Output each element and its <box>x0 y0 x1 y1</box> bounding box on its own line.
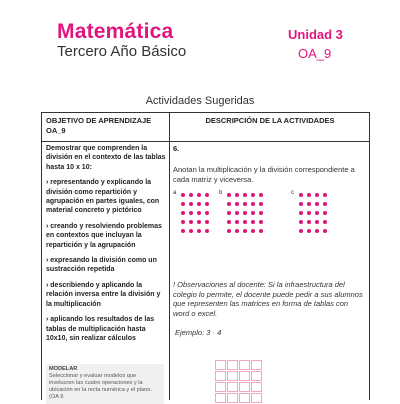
matrix-label: b <box>219 190 223 196</box>
matrix-dot <box>181 202 185 206</box>
matrix-dot <box>243 229 247 233</box>
matrix-dot <box>307 202 311 206</box>
dot-matrices <box>173 190 367 268</box>
matrix-dot <box>227 193 231 197</box>
matrix-dot <box>243 193 247 197</box>
matrix-dot <box>251 202 255 206</box>
grid-cell <box>239 382 250 392</box>
objective-item: › representando y explicando la división como repartición y agrupación en partes iguales, con material concreto y pictórico <box>46 179 160 215</box>
matrix-dot <box>299 193 303 197</box>
matrix-dot <box>323 220 327 224</box>
matrix-dot <box>251 211 255 215</box>
matrix-dot <box>197 211 201 215</box>
grid-cell <box>239 371 250 381</box>
matrix-dot <box>181 193 185 197</box>
matrix-dot <box>235 202 239 206</box>
column-divider <box>169 113 170 400</box>
matrix-dot <box>235 220 239 224</box>
matrix-dot <box>243 211 247 215</box>
matrix-dot <box>243 202 247 206</box>
matrix-dot <box>205 220 209 224</box>
matrix-dot <box>235 229 239 233</box>
matrix-dot <box>189 229 193 233</box>
matrix-dot <box>189 220 193 224</box>
matrix-dot <box>235 193 239 197</box>
grid-cell <box>215 371 226 381</box>
matrix-dot <box>181 220 185 224</box>
matrix-dot <box>205 229 209 233</box>
matrix-dot <box>235 211 239 215</box>
teacher-observation: ! Observaciones al docente: Si la infraestructura del colegio lo permite, el docente puede pedir a sus alumnos que representen las matrices en forma de tablas con word o excel. <box>173 280 363 318</box>
grid-cell <box>251 382 262 392</box>
matrix-dot <box>323 229 327 233</box>
matrix-dot <box>307 229 311 233</box>
grid-cell <box>251 360 262 370</box>
page-title: Matemática <box>57 20 174 43</box>
matrix-dot <box>205 211 209 215</box>
matrix-dot <box>307 193 311 197</box>
matrix-dot <box>251 193 255 197</box>
column-header-description: DESCRIPCIÓN DE LA ACTIVIDADES <box>205 116 335 125</box>
matrix-dot <box>259 211 263 215</box>
objective-item: › creando y resolviendo problemas en contextos que incluyan la repartición y la agrupación <box>46 222 162 249</box>
matrix-dot <box>227 229 231 233</box>
activities-table <box>41 112 370 400</box>
matrix-dot <box>299 202 303 206</box>
matrix-dot <box>315 202 319 206</box>
modelar-text: Seleccionar y evaluar modelos que involucren las cuatro operaciones y la ubicación en la recta numérica y el plano. (OA 9 <box>49 373 152 400</box>
matrix-dot <box>323 193 327 197</box>
matrix-dot <box>299 220 303 224</box>
matrix-dot <box>197 220 201 224</box>
matrix-dot <box>307 211 311 215</box>
matrix-dot <box>259 202 263 206</box>
grid-cell <box>227 393 238 403</box>
grid-cell <box>215 393 226 403</box>
matrix-label: c <box>291 190 294 196</box>
matrix-dot <box>227 211 231 215</box>
matrix-dot <box>205 193 209 197</box>
objective-intro: Demostrar que comprenden la división en el contexto de las tablas hasta 10 x 10: <box>46 145 166 171</box>
matrix-dot <box>323 202 327 206</box>
matrix-dot <box>181 211 185 215</box>
grid-cell <box>239 360 250 370</box>
header-divider <box>42 141 369 142</box>
matrix-dot <box>251 220 255 224</box>
grid-cell <box>215 360 226 370</box>
matrix-dot <box>315 193 319 197</box>
section-title: Actividades Sugeridas <box>145 95 255 107</box>
activity-number: 6. <box>173 144 180 153</box>
objective-code: OA_9 <box>298 46 332 61</box>
grid-cell <box>227 360 238 370</box>
modelar-box <box>46 364 164 404</box>
matrix-dot <box>243 220 247 224</box>
example-label: Ejemplo: 3 · 4 <box>175 328 222 337</box>
matrix-dot <box>227 220 231 224</box>
matrix-dot <box>315 229 319 233</box>
matrix-dot <box>197 202 201 206</box>
matrix-dot <box>259 220 263 224</box>
grid-cell <box>239 393 250 403</box>
activity-description <box>173 144 367 337</box>
matrix-dot <box>205 202 209 206</box>
matrix-dot <box>189 193 193 197</box>
matrix-dot <box>259 193 263 197</box>
objective-item: › aplicando los resultados de las tablas de multiplicación hasta 10x10, sin realizar cálculos <box>46 316 155 342</box>
matrix-label: a <box>173 190 177 196</box>
objective-item: › expresando la división como un sustracción repetida <box>46 257 157 274</box>
matrix-dot <box>197 229 201 233</box>
objectives-list <box>46 144 167 349</box>
matrix-dot <box>197 193 201 197</box>
matrix-dot <box>315 220 319 224</box>
grid-cell <box>251 393 262 403</box>
matrix-dot <box>189 211 193 215</box>
grid-cell <box>251 371 262 381</box>
modelar-heading: MODELAR <box>49 366 78 372</box>
matrix-dot <box>307 220 311 224</box>
grid-cell <box>227 371 238 381</box>
grid-cell <box>215 382 226 392</box>
matrix-dot <box>181 229 185 233</box>
matrix-dot <box>251 229 255 233</box>
column-header-objective: OBJETIVO DE APRENDIZAJE OA_9 <box>46 116 152 135</box>
unit-label: Unidad 3 <box>288 27 343 42</box>
matrix-dot <box>323 211 327 215</box>
activity-instruction: Anotan la multiplicación y la división correspondiente a cada matriz y viceversa. <box>173 165 355 184</box>
matrix-dot <box>227 202 231 206</box>
page-subtitle: Tercero Año Básico <box>57 43 187 60</box>
matrix-dot <box>259 229 263 233</box>
matrix-dot <box>189 202 193 206</box>
matrix-dot <box>299 211 303 215</box>
matrix-dot <box>299 229 303 233</box>
matrix-dot <box>315 211 319 215</box>
objective-item: › describiendo y aplicando la relación inversa entre la división y la multiplicación <box>46 281 161 308</box>
grid-cell <box>227 382 238 392</box>
